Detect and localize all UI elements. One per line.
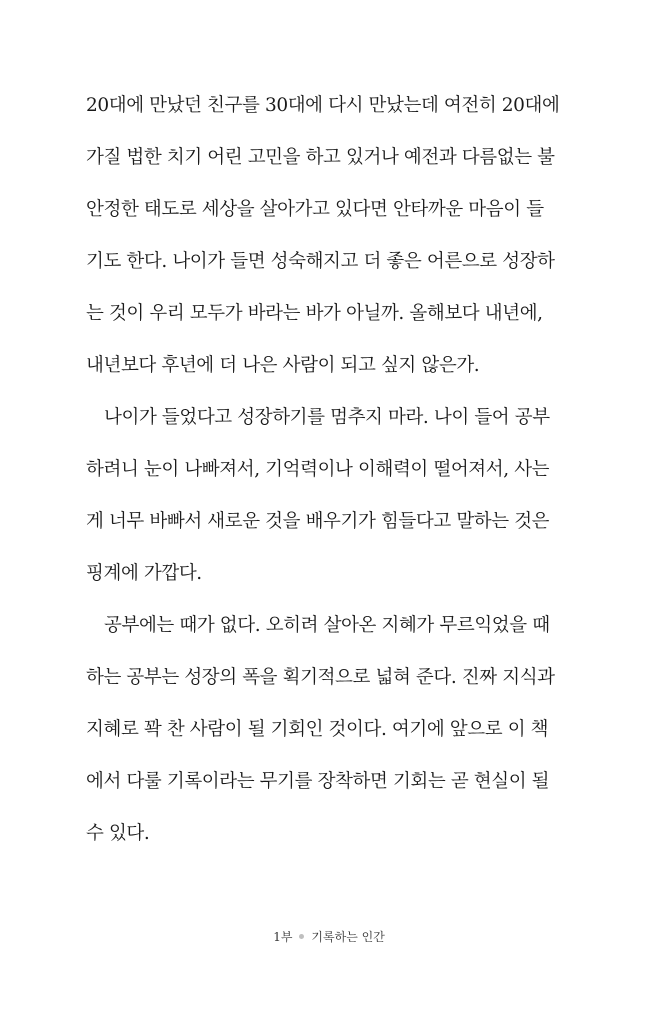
text-line: 기도 한다. 나이가 들면 성숙해지고 더 좋은 어른으로 성장하 [86,251,555,272]
text-line: 안정한 태도로 세상을 살아가고 있다면 안타까운 마음이 들 [86,199,544,220]
text-line: 수 있다. [86,823,150,844]
text-line: 가질 법한 치기 어린 고민을 하고 있거나 예전과 다름없는 불 [86,147,555,168]
text-line: 에서 다룰 기록이라는 무기를 장착하면 기회는 곧 현실이 될 [86,771,550,792]
separator-dot-icon [299,934,304,939]
text-line: 내년보다 후년에 더 나은 사람이 되고 싶지 않은가. [86,355,480,376]
text-line: 하려니 눈이 나빠져서, 기억력이나 이해력이 떨어져서, 사는 [86,459,550,480]
text-line: 는 것이 우리 모두가 바라는 바가 아닐까. 올해보다 내년에, [86,303,543,324]
text-line: 공부에는 때가 없다. 오히려 살아온 지혜가 무르익었을 때 [104,615,550,636]
text-line: 지혜로 꽉 찬 사람이 될 기회인 것이다. 여기에 앞으로 이 책 [86,719,549,740]
footer-book-title: 기록하는 인간 [311,930,385,944]
footer-part-label: 1부 [273,930,293,944]
text-line: 게 너무 바빠서 새로운 것을 배우기가 힘들다고 말하는 것은 [86,511,550,532]
text-line: 하는 공부는 성장의 폭을 획기적으로 넓혀 준다. 진짜 지식과 [86,667,555,688]
body-text [86,86,576,866]
text-line: 나이가 들었다고 성장하기를 멈추지 마라. 나이 들어 공부 [104,407,550,428]
text-line: 핑계에 가깝다. [86,563,202,584]
page-footer [0,928,658,945]
text-line: 20대에 만났던 친구를 30대에 다시 만났는데 여전히 20대에 [86,95,560,116]
